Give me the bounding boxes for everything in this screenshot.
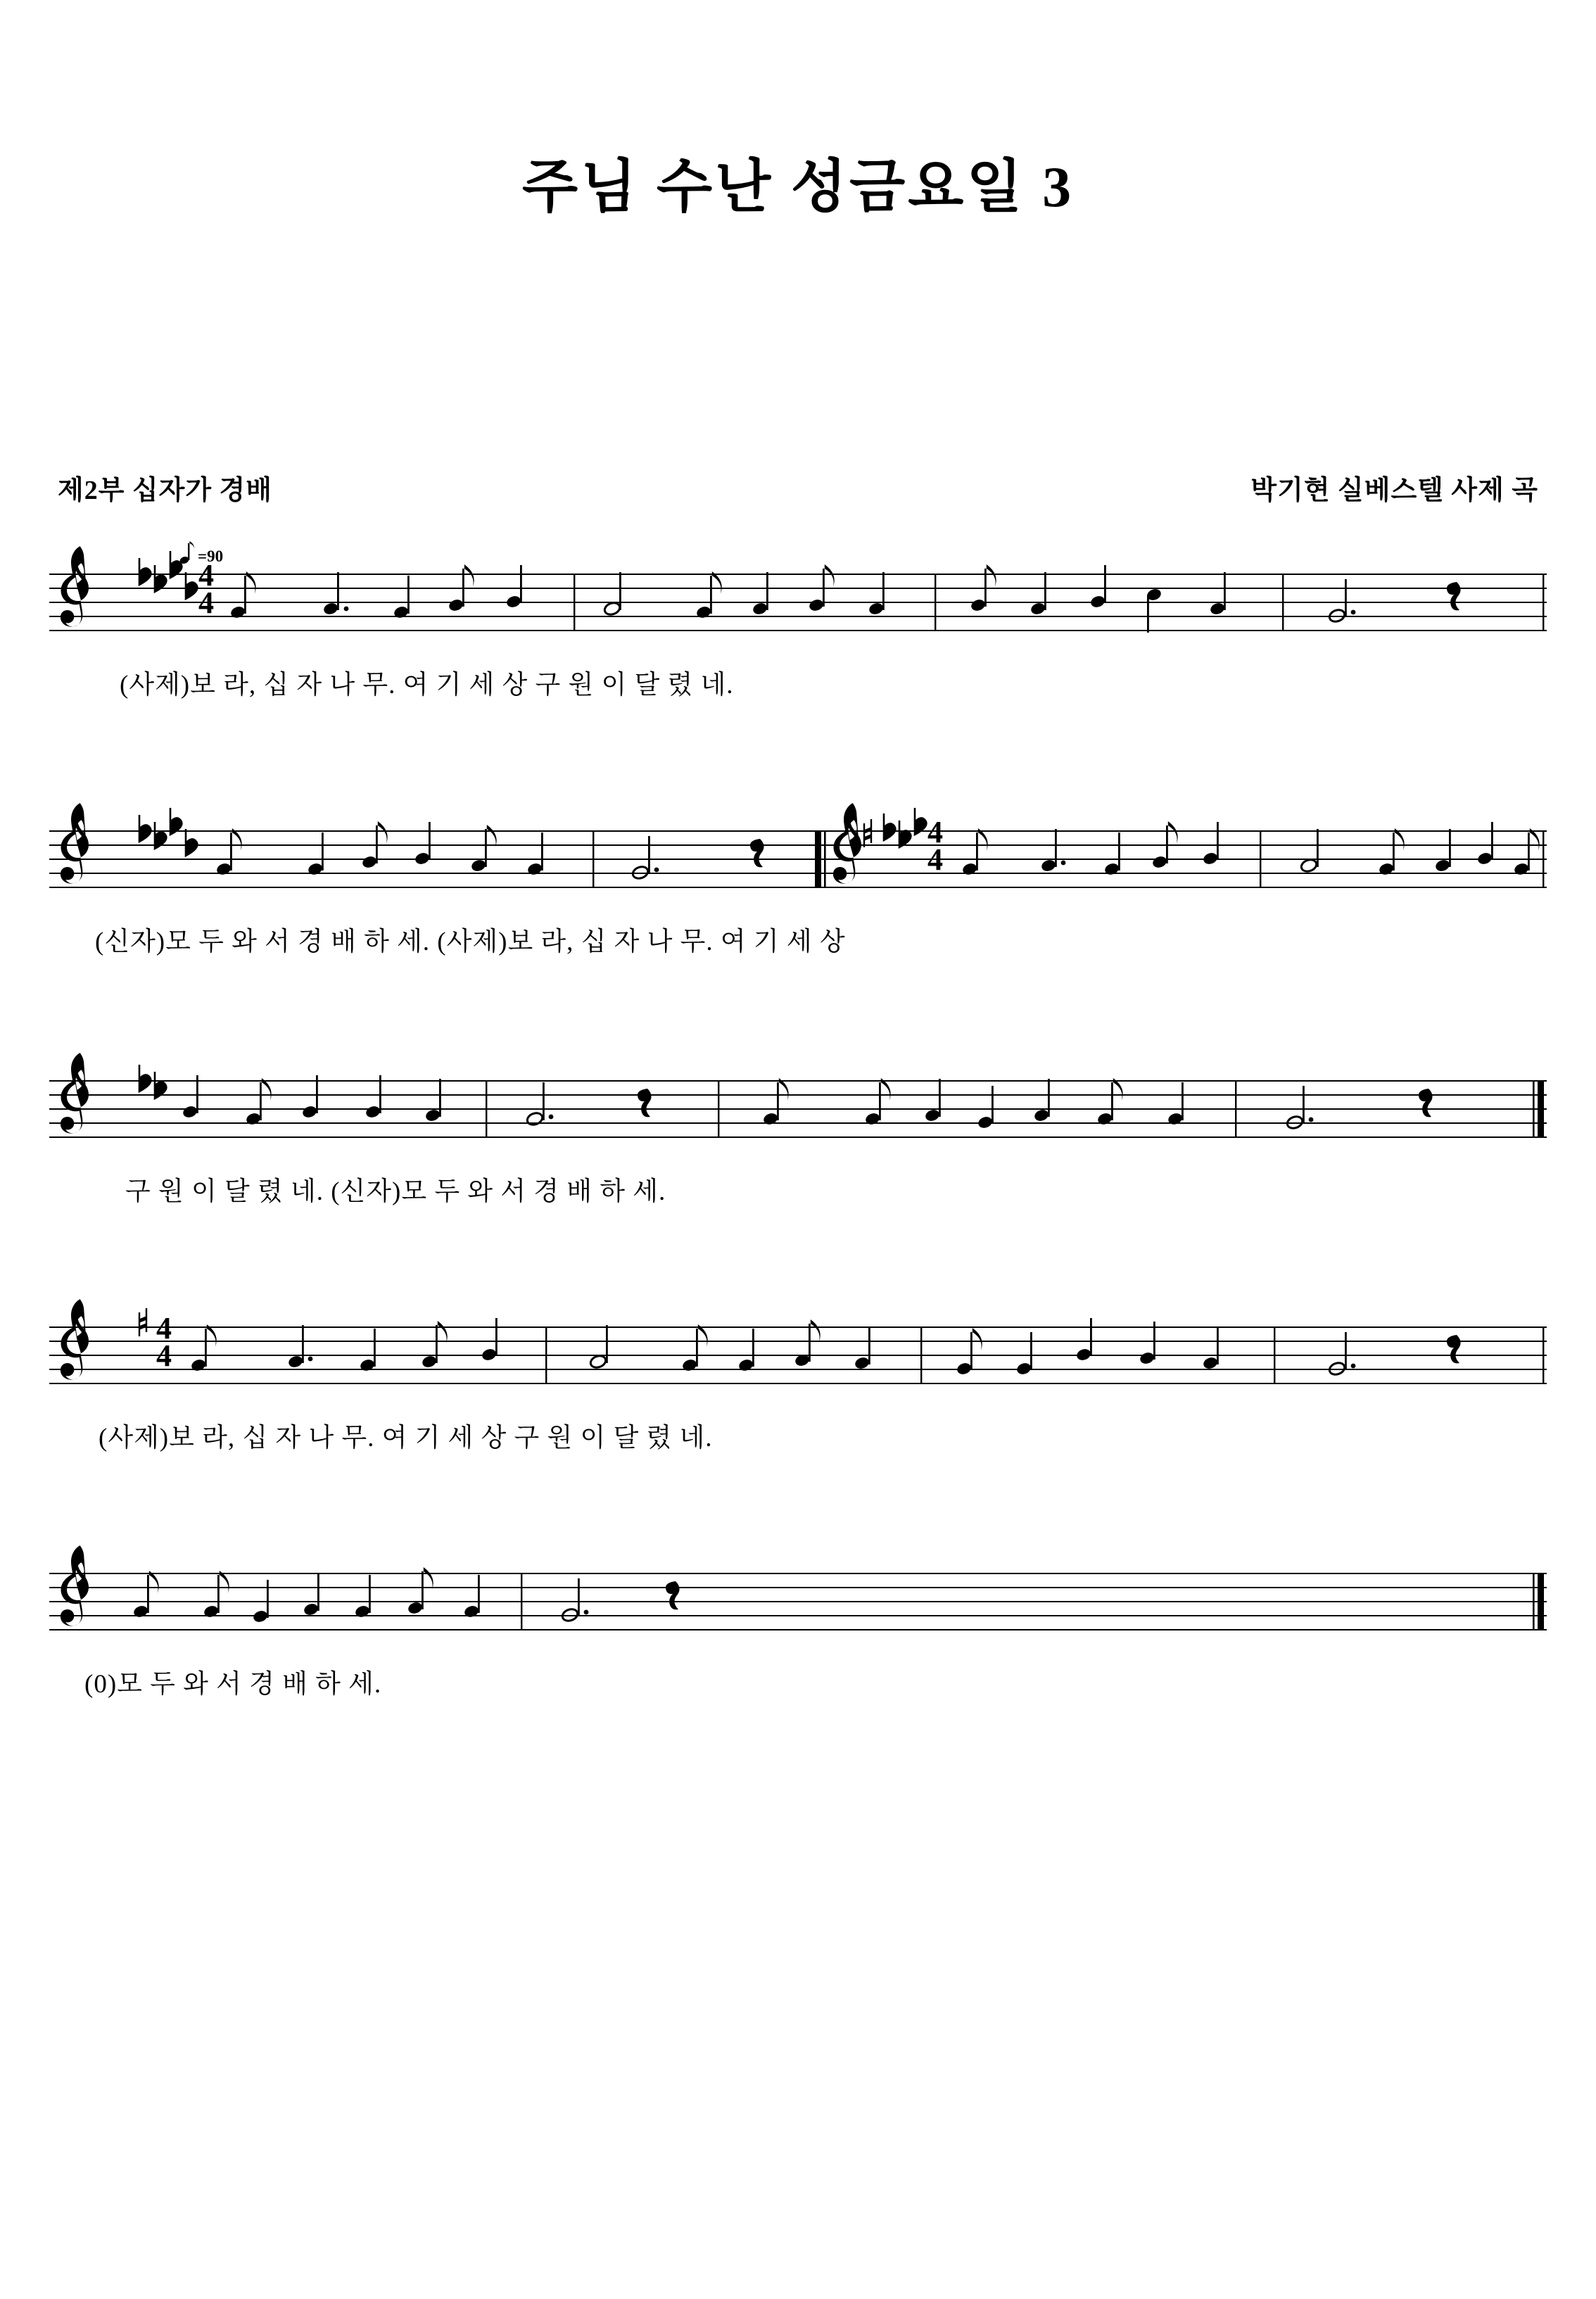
treble-clef-icon [61,1053,89,1133]
notation-layer-4 [49,1298,1547,1411]
time-signature [927,815,943,877]
key-signature-natural [139,1308,146,1336]
music-system-3 [0,1049,1596,1210]
music-system-5 [0,1541,1596,1703]
music-system-1 [0,542,1596,704]
note-group [182,1075,1544,1136]
lyrics-line-3: 구 원 이 달 렸 네. (신자)모 두 와 서 경 배 하 세. [125,1177,666,1206]
key-signature-flats [139,551,197,599]
notation-layer-5 [49,1545,1547,1657]
svg-text:4: 4 [156,1338,172,1373]
svg-text:4: 4 [198,585,214,620]
treble-clef-icon [61,546,89,626]
svg-text:4: 4 [198,558,214,593]
note-group [132,1567,1544,1629]
key-signature-flats [139,1065,166,1098]
svg-text:4: 4 [927,842,943,877]
key-signature-flats [139,808,197,856]
notation-layer-2 [49,802,1547,915]
section-label: 제2부 십자가 경배 [58,476,272,505]
staff-2 [49,815,1547,901]
treble-clef-icon [833,803,861,883]
music-system-4 [0,1295,1596,1457]
page-title: 주님 수난 성금요일 3 [521,155,1075,219]
notation-layer-1 [49,545,1547,658]
time-signature [156,1311,172,1373]
lyrics-line-2: (신자)모 두 와 서 경 배 하 세. (사제)보 라, 십 자 나 무. 여 기 세 상 [95,927,846,956]
staff-3 [49,1080,1547,1151]
treble-clef-icon [61,803,89,883]
note-group [961,821,1544,887]
notation-layer-3 [49,1052,1547,1165]
staff-5 [49,1573,1547,1643]
svg-text:4: 4 [927,815,943,849]
treble-clef-icon [61,1545,89,1626]
lyrics-line-5: (0)모 두 와 서 경 배 하 세. [84,1670,382,1699]
composer-credit: 박기현 실베스텔 사제 곡 [1250,476,1538,505]
treble-clef-icon [61,1299,89,1379]
svg-text:=90: =90 [198,547,224,565]
note-group [229,564,1544,633]
lyrics-line-4: (사제)보 라, 십 자 나 무. 여 기 세 상 구 원 이 달 렸 네. [99,1424,713,1452]
note-group [215,821,826,887]
staff-1 [49,558,1547,644]
lyrics-line-1: (사제)보 라, 십 자 나 무. 여 기 세 상 구 원 이 달 렸 네. [120,671,734,699]
time-signature [198,558,214,620]
note-group [190,1318,1544,1383]
key-signature-change [864,808,926,847]
svg-text:4: 4 [156,1311,172,1345]
music-system-2 [0,799,1596,961]
staff-4 [49,1311,1547,1397]
